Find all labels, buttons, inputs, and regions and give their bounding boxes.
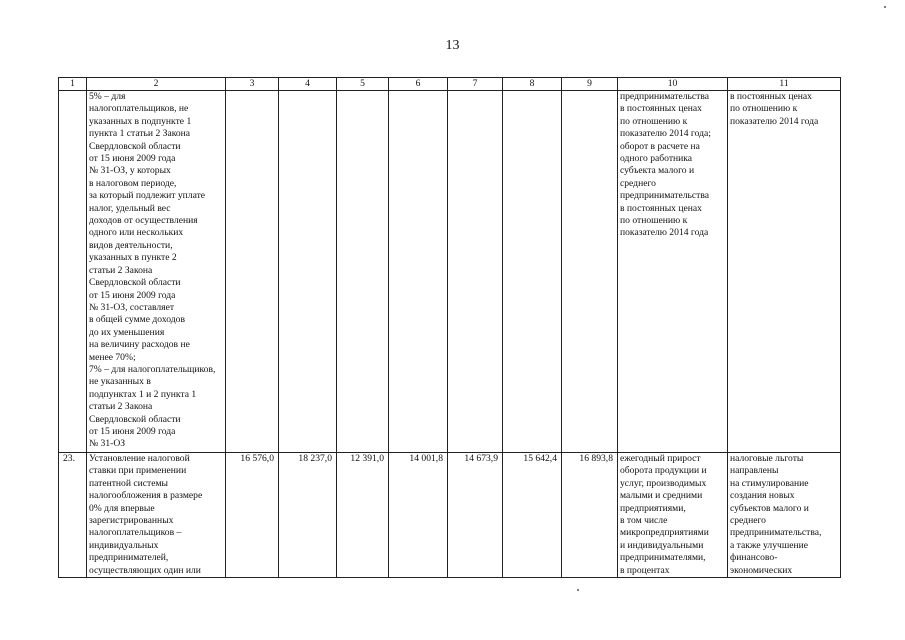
value-cell (389, 91, 448, 453)
value-cell: 12 391,0 (337, 453, 389, 578)
column-header: 9 (562, 78, 618, 91)
measure-description-cell: 5% – для налогоплательщиков, не указанных в подпункте 1 пункта 1 статьи 2 Закона Свердловской области от 15 июня 2009 года № 31-ОЗ, у которых в налоговом периоде, за который подлежит уплате налог, удельный вес доходов от осуществления одного или нескольких видов деятельности, указанных в пункте 2 статьи 2 Закона Свердловской области от 15 июня 2009 года № 31-ОЗ, составляет в общей сумме доходов до их уменьшения на величину расходов не менее 70%; 7% – для налогоплательщиков, не указанных в подпунктах 1 и 2 пункта 1 статьи 2 Закона Свердловской области от 15 июня 2009 года № 31-ОЗ (87, 91, 226, 453)
scan-speck (884, 6, 886, 8)
value-cell: 16 893,8 (562, 453, 618, 578)
column-header: 1 (59, 78, 87, 91)
column-header: 5 (337, 78, 389, 91)
indicator-cell: предпринимательства в постоянных ценах по отношению к показателю 2014 года; оборот в расчете на одного работника субъекта малого и среднего предпринимательства в постоянных ценах по отношению к показателю 2014 года (618, 91, 728, 453)
column-header: 11 (728, 78, 841, 91)
column-header: 2 (87, 78, 226, 91)
data-table (58, 77, 841, 578)
value-cell: 14 001,8 (389, 453, 448, 578)
measure-description-cell: Установление налоговой ставки при применении патентной системы налогообложения в размере 0% для впервые зарегистрированных налогоплательщиков – индивидуальных предпринимателей, осуществляющих один или (87, 453, 226, 578)
value-cell (279, 91, 337, 453)
column-header: 6 (389, 78, 448, 91)
column-header: 10 (618, 78, 728, 91)
goal-cell: налоговые льготы направлены на стимулирование создания новых субъектов малого и среднего предпринимательства, а также улучшение финансово- экономических (728, 453, 841, 578)
table-row (59, 453, 841, 578)
column-header: 3 (226, 78, 279, 91)
indicator-cell: ежегодный прирост оборота продукции и услуг, производимых малыми и средними предприятиями, в том числе микропредприятиями и индивидуальными предпринимателями, в процентах (618, 453, 728, 578)
value-cell (503, 91, 562, 453)
value-cell: 14 673,9 (448, 453, 503, 578)
goal-cell: в постоянных ценах по отношению к показателю 2014 года (728, 91, 841, 453)
value-cell (562, 91, 618, 453)
value-cell: 18 237,0 (279, 453, 337, 578)
value-cell: 15 642,4 (503, 453, 562, 578)
value-cell: 16 576,0 (226, 453, 279, 578)
column-header: 8 (503, 78, 562, 91)
value-cell (448, 91, 503, 453)
scan-speck (577, 589, 579, 591)
column-header: 7 (448, 78, 503, 91)
page-number: 13 (445, 38, 460, 53)
value-cell (337, 91, 389, 453)
column-number-row (59, 78, 841, 91)
table-row (59, 91, 841, 453)
value-cell (226, 91, 279, 453)
row-index-cell: 23. (59, 453, 87, 578)
row-index-cell (59, 91, 87, 453)
column-header: 4 (279, 78, 337, 91)
